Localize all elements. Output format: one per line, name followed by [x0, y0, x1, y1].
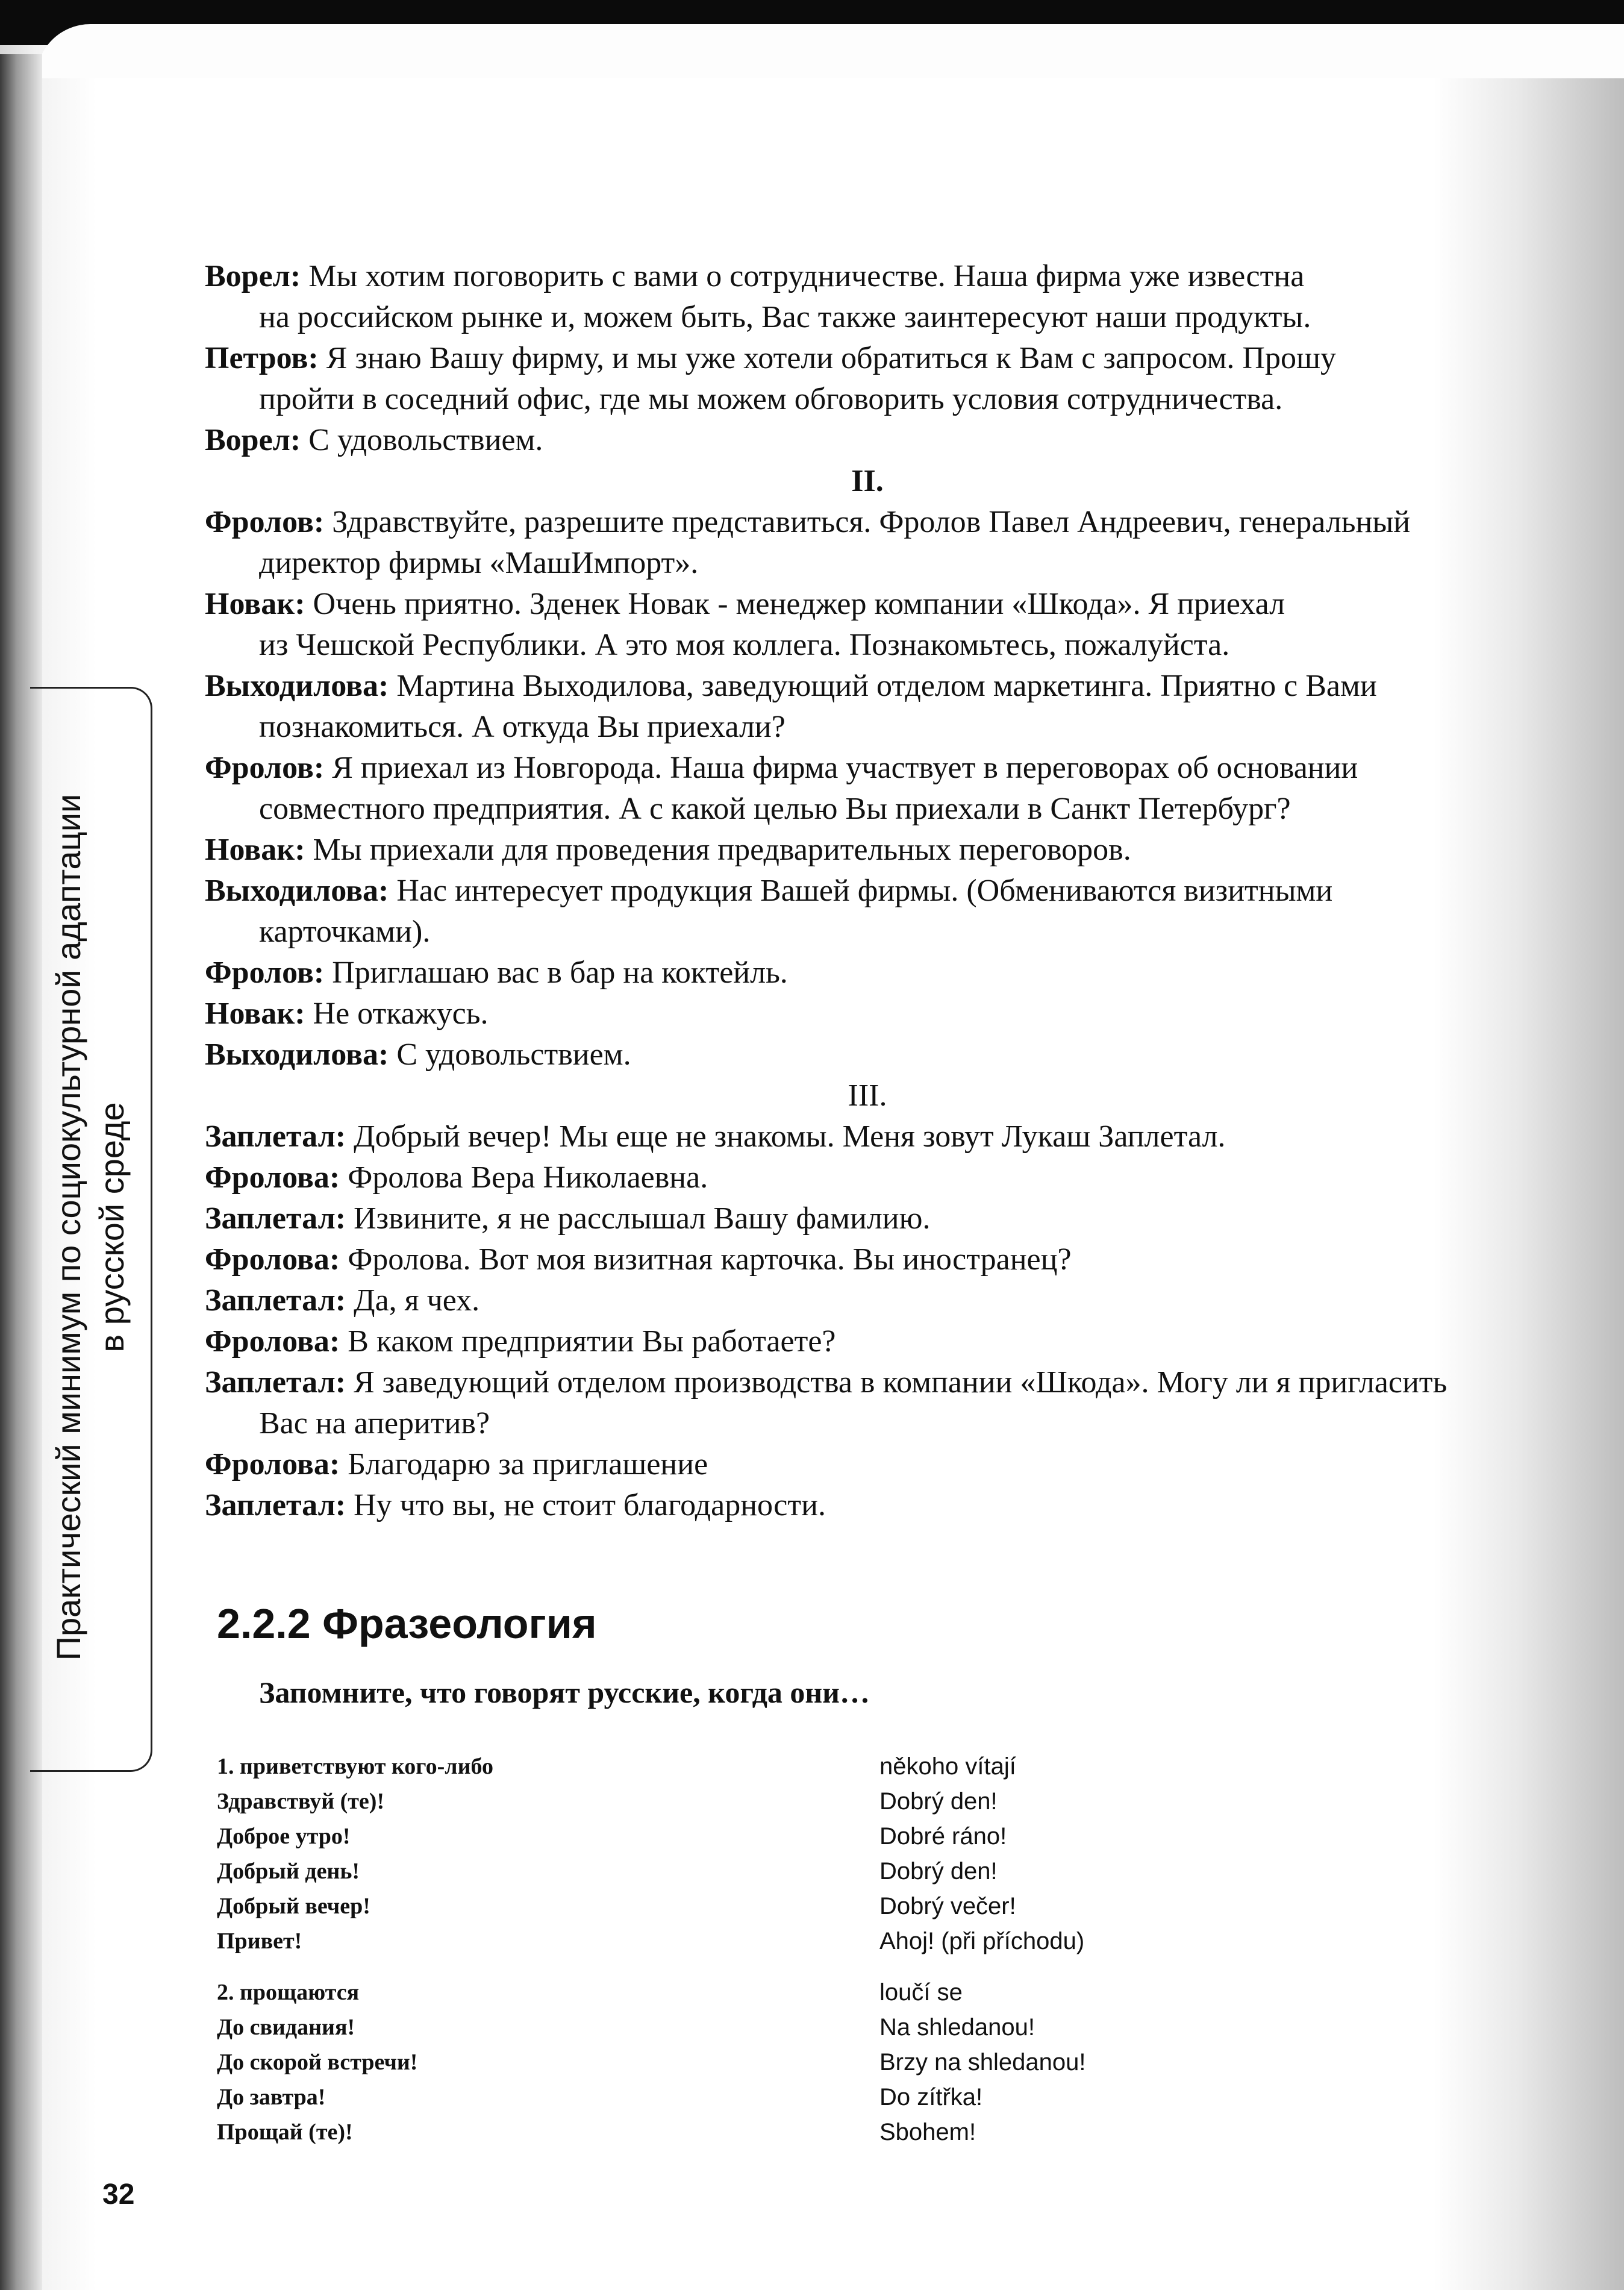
dialogue-line	[205, 1321, 1530, 1362]
dialogue-text: Очень приятно. Зденек Новак - менеджер компании «Шкода». Я приехал	[313, 587, 1285, 621]
dialogue-line	[205, 420, 1530, 461]
dialogue-text: карточками).	[259, 915, 431, 949]
phrase-ru: До скорой встречи!	[217, 2050, 418, 2075]
dialogue-text: Я приехал из Новгорода. Наша фирма участвует в переговорах об основании	[332, 751, 1358, 785]
page-top-curve	[36, 24, 1624, 78]
dialogue-text: Я заведующий отделом производства в компании «Шкода». Могу ли я пригласить	[354, 1365, 1448, 1400]
phrase-cz: loučí se	[879, 1979, 963, 2006]
dialogue-text: Извините, я не расслышал Вашу фамилию.	[354, 1201, 931, 1236]
dialogue-line	[205, 1485, 1530, 1526]
speaker-name: Ворел:	[205, 423, 301, 457]
speaker-name: Новак:	[205, 587, 305, 621]
dialogue-text: С удовольствием.	[396, 1037, 631, 1072]
side-tab-label	[47, 715, 134, 1739]
speaker-name: Заплетал:	[205, 1201, 346, 1236]
dialogue-text: Добрый вечер! Мы еще не знакомы. Меня зовут Лукаш Заплетал.	[354, 1119, 1226, 1154]
section-subtitle: Запомните, что говорят русские, когда они…	[259, 1675, 870, 1709]
dialogue-line	[205, 1362, 1530, 1403]
dialogue-line	[205, 1198, 1530, 1239]
speaker-name: Ворел:	[205, 259, 301, 293]
phrase-ru: Здравствуй (те)!	[217, 1789, 385, 1814]
dialogue-line	[205, 625, 1530, 666]
speaker-name: Фролова:	[205, 1324, 340, 1359]
dialogue-text: Фролова Вера Николаевна.	[348, 1160, 708, 1195]
speaker-name: Фролов:	[205, 751, 325, 785]
dialogue-line	[205, 256, 1530, 297]
dialogue-line	[205, 830, 1530, 871]
dialogue-line	[205, 338, 1530, 379]
dialogue-line	[205, 707, 1530, 748]
dialogue-line	[205, 1403, 1530, 1444]
dialogue-line	[205, 584, 1530, 625]
speaker-name: Заплетал:	[205, 1488, 346, 1522]
dialogue-text: на российском рынке и, можем быть, Вас также заинтересуют наши продукты.	[259, 300, 1311, 334]
speaker-name: Фролов:	[205, 505, 325, 539]
phrase-cz: Sbohem!	[879, 2119, 976, 2145]
speaker-name: Заплетал:	[205, 1119, 346, 1154]
phrase-ru: 2. прощаются	[217, 1980, 360, 2005]
dialogue-text: Нас интересует продукция Вашей фирмы. (Обмениваются визитными	[396, 874, 1333, 908]
dialogue-text: пройти в соседний офис, где мы можем обговорить условия сотрудничества.	[259, 382, 1283, 416]
phrase-ru: Добрый день!	[217, 1859, 360, 1884]
dialogue-block	[205, 256, 1530, 1526]
dialogue-text: Мы хотим поговорить с вами о сотрудничестве. Наша фирма уже известна	[308, 259, 1305, 293]
section-heading: II.	[851, 464, 884, 498]
dialogue-line	[205, 1034, 1530, 1075]
speaker-name: Петров:	[205, 341, 319, 375]
dialogue-text: В каком предприятии Вы работаете?	[348, 1324, 836, 1359]
phrase-ru: 1. приветствуют кого-либо	[217, 1754, 493, 1779]
dialogue-text: директор фирмы «МашИмпорт».	[259, 546, 699, 580]
speaker-name: Выходилова:	[205, 1037, 389, 1072]
dialogue-line	[205, 748, 1530, 789]
dialogue-line	[205, 1157, 1530, 1198]
speaker-name: Новак:	[205, 833, 305, 867]
section-heading: III.	[848, 1078, 887, 1113]
dialogue-line	[205, 993, 1530, 1034]
dialogue-text: Мы приехали для проведения предварительных переговоров.	[313, 833, 1131, 867]
phrase-ru: Добрый вечер!	[217, 1894, 370, 1919]
dialogue-line	[205, 912, 1530, 953]
dialogue-line	[205, 953, 1530, 993]
dialogue-text: Приглашаю вас в бар на коктейль.	[332, 956, 788, 990]
speaker-name: Фролов:	[205, 956, 325, 990]
section-title: 2.2.2 Фразеология	[217, 1600, 597, 1647]
phrase-cz: Dobrý večer!	[879, 1893, 1016, 1919]
phrase-cz: Dobrý den!	[879, 1788, 998, 1815]
side-tab-line1: Практический минимум по социокультурной адаптации	[49, 793, 87, 1661]
dialogue-text: С удовольствием.	[308, 423, 543, 457]
phrase-cz: Dobré ráno!	[879, 1823, 1007, 1850]
dialogue-text: Благодарю за приглашение	[348, 1447, 708, 1481]
dialogue-text: Не откажусь.	[313, 996, 489, 1031]
dialogue-line	[205, 502, 1530, 543]
phrase-ru: Прощай (те)!	[217, 2120, 353, 2145]
speaker-name: Выходилова:	[205, 874, 389, 908]
dialogue-line	[205, 1280, 1530, 1321]
phrase-cz: Brzy na shledanou!	[879, 2049, 1086, 2076]
dialogue-line	[205, 543, 1530, 584]
dialogue-line	[205, 1444, 1530, 1485]
phrase-cz: Na shledanou!	[879, 2014, 1035, 2041]
dialogue-text: Фролова. Вот моя визитная карточка. Вы иностранец?	[348, 1242, 1072, 1277]
dialogue-text: Здравствуйте, разрешите представиться. Фролов Павел Андреевич, генеральный	[332, 505, 1411, 539]
dialogue-text: Я знаю Вашу фирму, и мы уже хотели обратиться к Вам с запросом. Прошу	[326, 341, 1337, 375]
phrase-ru: Доброе утро!	[217, 1824, 351, 1849]
dialogue-line	[205, 1239, 1530, 1280]
speaker-name: Заплетал:	[205, 1365, 346, 1400]
side-tab-line2: в русской среде	[93, 1102, 131, 1353]
phrase-cz: Dobrý den!	[879, 1858, 998, 1885]
dialogue-line	[205, 871, 1530, 912]
speaker-name: Фролова:	[205, 1447, 340, 1481]
dialogue-text: из Чешской Республики. А это моя коллега. Познакомьтесь, пожалуйста.	[259, 628, 1230, 662]
dialogue-line	[205, 297, 1530, 338]
speaker-name: Фролова:	[205, 1160, 340, 1195]
dialogue-text: совместного предприятия. А с какой целью Вы приехали в Санкт Петербург?	[259, 792, 1291, 826]
dialogue-text: Мартина Выходилова, заведующий отделом маркетинга. Приятно с Вами	[396, 669, 1377, 703]
phrase-ru: До свидания!	[217, 2015, 355, 2040]
dialogue-line	[205, 1116, 1530, 1157]
speaker-name: Выходилова:	[205, 669, 389, 703]
dialogue-line	[205, 666, 1530, 707]
dialogue-text: Да, я чех.	[354, 1283, 480, 1318]
phrase-ru: До завтра!	[217, 2085, 326, 2110]
dialogue-text: Вас на аперитив?	[259, 1406, 490, 1441]
dialogue-line	[205, 379, 1530, 420]
dialogue-line	[205, 789, 1530, 830]
phrase-cz: Do zítřka!	[879, 2084, 983, 2110]
dialogue-text: Ну что вы, не стоит благодарности.	[354, 1488, 826, 1522]
phrase-cz: někoho vítají	[879, 1753, 1016, 1780]
speaker-name: Новак:	[205, 996, 305, 1031]
dialogue-text: познакомиться. А откуда Вы приехали?	[259, 710, 785, 744]
phrase-cz: Ahoj! (při příchodu)	[879, 1928, 1085, 1954]
speaker-name: Фролова:	[205, 1242, 340, 1277]
phrase-ru: Привет!	[217, 1929, 302, 1954]
page-number: 32	[102, 2179, 135, 2210]
speaker-name: Заплетал:	[205, 1283, 346, 1318]
